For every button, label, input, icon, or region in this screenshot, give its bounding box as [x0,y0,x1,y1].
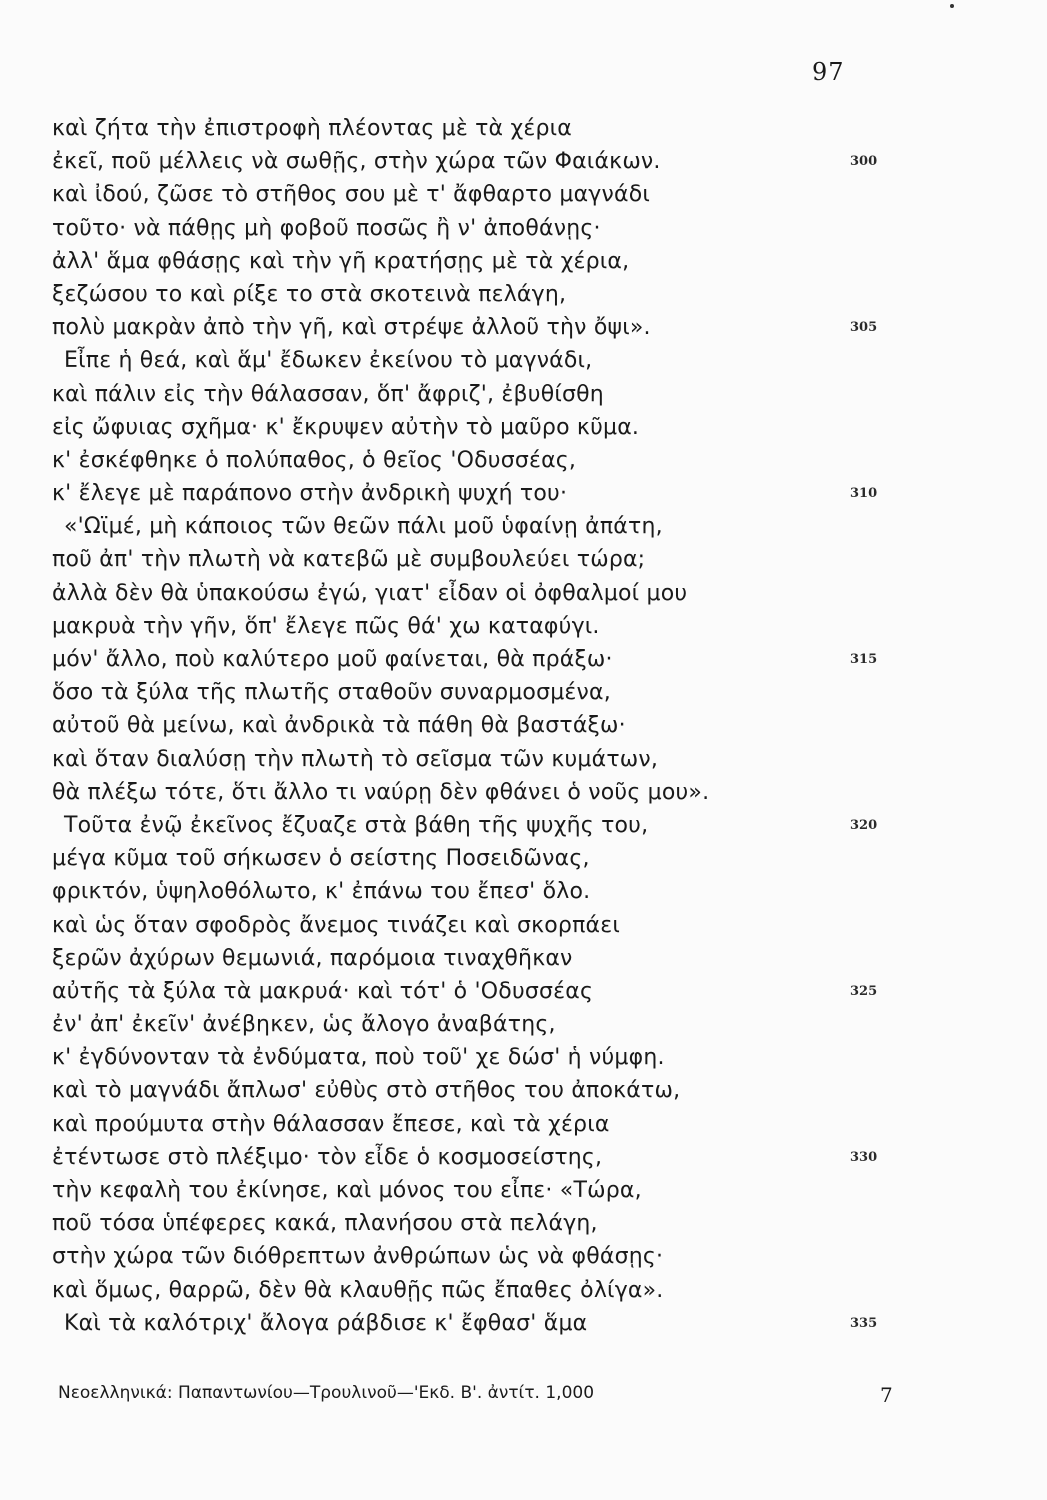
verse-line [0,212,1047,245]
verse-line [0,842,1047,875]
verse-line [0,1141,1047,1174]
verse-text: αὐτοῦ θὰ μείνω, καὶ ἀνδρικὰ τὰ πάθη θὰ βαστάξω· [52,713,626,739]
verse-line [0,344,1047,377]
verse-line [0,909,1047,942]
verse-text: κ' ἐγδύνονταν τὰ ἐνδύματα, ποὺ τοῦ' χε δώσ' ἡ νύμφη. [52,1045,665,1071]
verse-text: «'Ωϊμέ, μὴ κάποιος τῶν θεῶν πάλι μοῦ ὑφαίνῃ ἀπάτη, [64,514,663,540]
footer-imprint: Νεοελληνικά: Παπαντωνίου—Τρουλινοῦ—'Εκδ. Β'. ἀντίτ. 1,000 [58,1383,595,1403]
verse-text: κ' ἐσκέφθηκε ὁ πολύπαθος, ὁ θεῖος 'Οδυσσέας, [52,447,577,473]
verse-line [0,942,1047,975]
verse-text: ποῦ ἀπ' τὴν πλωτὴ νὰ κατεβῶ μὲ συμβουλεύει τώρα; [52,547,646,573]
verse-line [0,1174,1047,1207]
line-number: 335 [850,1315,878,1331]
verse-text: τοῦτο· νὰ πάθῃς μὴ φοβοῦ ποσῶς ἢ ν' ἀποθάνῃς· [52,215,601,241]
verse-text: μακρυὰ τὴν γῆν, ὅπ' ἔλεγε πῶς θά' χω καταφύγι. [52,613,600,639]
verse-text: εἰς ὤφυιας σχῆμα· κ' ἔκρυψεν αὐτὴν τὸ μαῦρο κῦμα. [52,414,640,440]
page-number: 97 [812,58,845,86]
verse-text: καὶ τὸ μαγνάδι ἄπλωσ' εὐθὺς στὸ στῆθος του ἀποκάτω, [52,1078,681,1104]
verse-text: ἀλλὰ δὲν θὰ ὑπακούσω ἐγώ, γιατ' εἶδαν οἱ ὀφθαλμοί μου [52,580,688,606]
verse-text: Τοῦτα ἐνῷ ἐκεῖνος ἔζυαζε στὰ βάθη τῆς ψυχῆς του, [64,812,649,838]
verse-line [0,610,1047,643]
verse-line [0,643,1047,676]
verse-text: ἀλλ' ἅμα φθάσῃς καὶ τὴν γῆ κρατήσῃς μὲ τὰ χέρια, [52,248,630,274]
verse-line [0,1240,1047,1273]
verse-text: στὴν χώρα τῶν διόθρεπτων ἀνθρώπων ὡς νὰ φθάσῃς· [52,1244,664,1270]
line-number: 330 [850,1149,878,1165]
verse-text: πολὺ μακρὰν ἀπὸ τὴν γῆ, καὶ στρέψε ἀλλοῦ τὴν ὄψι». [52,315,651,341]
verse-text: ἐν' ἀπ' ἐκεῖν' ἀνέβηκεν, ὡς ἄλογο ἀναβάτης, [52,1012,556,1038]
verse-line [0,510,1047,543]
verse-text: ξερῶν ἀχύρων θεμωνιά, παρόμοια τιναχθῆκαν [52,945,573,971]
verse-line [0,1108,1047,1141]
verse-text: κ' ἔλεγε μὲ παράπονο στὴν ἀνδρικὴ ψυχή του· [52,481,568,507]
line-number: 325 [850,983,878,999]
verse-line [0,411,1047,444]
verse-text: καὶ ὅμως, θαρρῶ, δὲν θὰ κλαυθῇς πῶς ἔπαθες ὀλίγα». [52,1277,664,1303]
verse-line [0,245,1047,278]
verse-line [0,743,1047,776]
verse-line [0,975,1047,1008]
line-number: 300 [850,154,878,170]
verse-text: μόν' ἄλλο, ποὺ καλύτερο μοῦ φαίνεται, θὰ πράξω· [52,647,613,672]
verse-text: ποῦ τόσα ὑπέφερες κακά, πλανήσου στὰ πελάγη, [52,1211,598,1237]
verse-line [0,444,1047,477]
verse-line [0,477,1047,510]
verse-line [0,577,1047,610]
verse-text: αὐτῆς τὰ ξύλα τὰ μακρυά· καὶ τότ' ὁ 'Οδυσσέας [52,978,594,1004]
verse-text: καὶ προύμυτα στὴν θάλασσαν ἔπεσε, καὶ τὰ χέρια [52,1111,610,1137]
verse-text: καὶ ὅταν διαλύσῃ τὴν πλωτὴ τὸ σεῖσμα τῶν κυμάτων, [52,746,659,772]
line-number: 315 [850,652,878,667]
verse-text: μέγα κῦμα τοῦ σήκωσεν ὁ σείστης Ποσειδῶνας, [52,846,590,872]
verse-line [0,145,1047,178]
verse-line [0,311,1047,344]
verse-text: Καὶ τὰ καλότριχ' ἄλογα ράβδισε κ' ἔφθασ' ἅμα [64,1310,588,1336]
verse-line [0,543,1047,576]
verse-text: ἐτέντωσε στὸ πλέξιμο· τὸν εἶδε ὁ κοσμοσείστης, [52,1144,603,1170]
verse-line [0,1307,1047,1340]
verse-text: τὴν κεφαλὴ του ἐκίνησε, καὶ μόνος του εἶπε· «Τώρα, [52,1178,642,1203]
verse-line [0,1274,1047,1307]
verse-line [0,278,1047,311]
verse-text: ἐκεῖ, ποῦ μέλλεις νὰ σωθῇς, στὴν χώρα τῶν Φαιάκων. [52,149,661,175]
verse-line [0,676,1047,709]
verse-line [0,1008,1047,1041]
verse-text: ὅσο τὰ ξύλα τῆς πλωτῆς σταθοῦν συναρμοσμένα, [52,680,611,706]
line-number: 305 [850,320,878,336]
verse-line [0,809,1047,842]
verse-line [0,875,1047,908]
verse-text: Εἶπε ἡ θεά, καὶ ἅμ' ἔδωκεν ἐκείνου τὸ μαγνάδι, [64,348,593,374]
verse-text: καὶ ὡς ὅταν σφοδρὸς ἄνεμος τινάζει καὶ σκορπάει [52,912,620,938]
verse-text: ξεζώσου το καὶ ρίξε το στὰ σκοτεινὰ πελάγη, [52,281,567,307]
verse-line [0,178,1047,211]
verse-line [0,709,1047,742]
verse-line [0,1074,1047,1107]
verse-line [0,1207,1047,1240]
line-number: 310 [850,486,878,502]
verse-line [0,776,1047,809]
signature-mark: 7 [880,1383,893,1407]
verse-text: καὶ πάλιν εἰς τὴν θάλασσαν, ὅπ' ἄφριζ', ἐβυθίσθη [52,381,604,407]
verse-text: θὰ πλέξω τότε, ὅτι ἄλλο τι ναύρῃ δὲν φθάνει ὁ νοῦς μου». [52,779,710,805]
line-number: 320 [850,817,878,833]
verse-line [0,1041,1047,1074]
verse-text: φρικτόν, ὑψηλοθόλωτο, κ' ἐπάνω του ἔπεσ' ὅλο. [52,879,591,905]
poem-text [0,112,1047,1340]
verse-line [0,112,1047,145]
verse-text: καὶ ἰδού, ζῶσε τὸ στῆθος σου μὲ τ' ἄφθαρτο μαγνάδι [52,182,651,208]
verse-text: καὶ ζήτα τὴν ἐπιστροφὴ πλέοντας μὲ τὰ χέρια [52,116,572,141]
page-edge-mark [950,4,954,8]
verse-line [0,378,1047,411]
